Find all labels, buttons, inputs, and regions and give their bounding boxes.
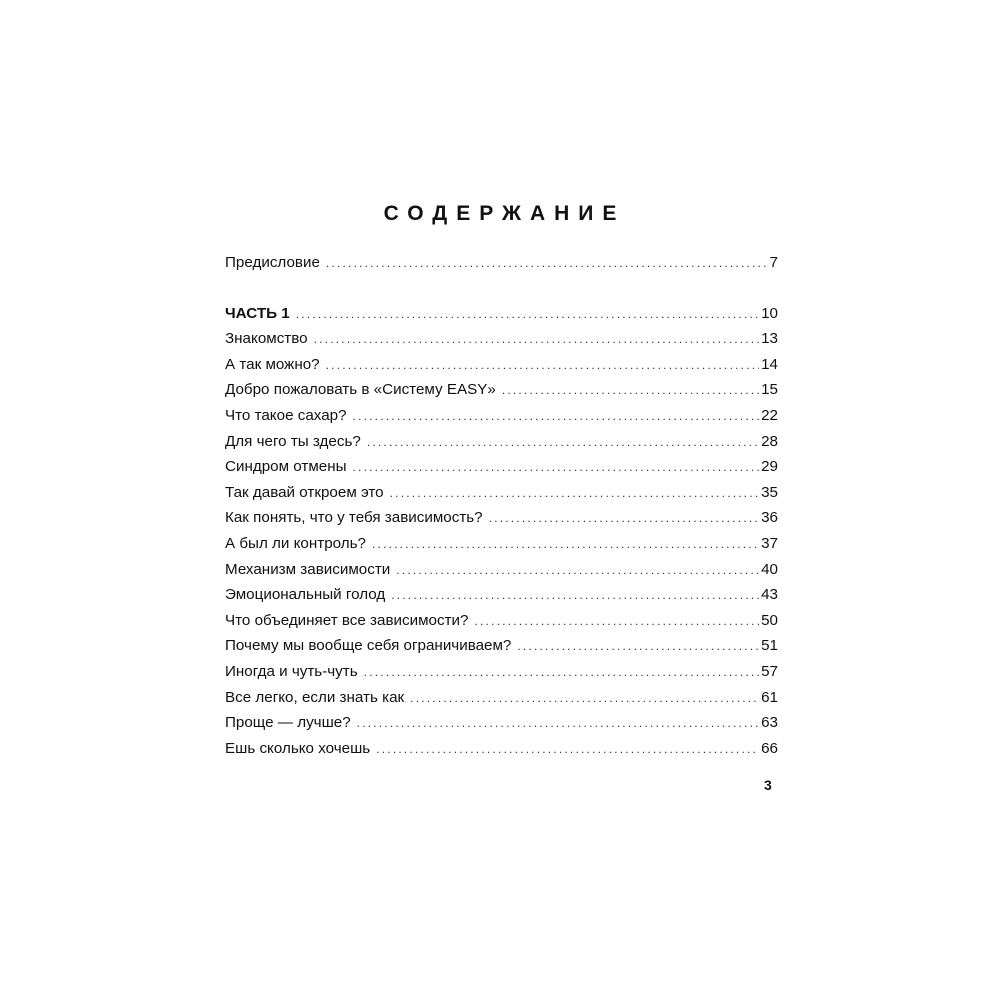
toc-entry[interactable] [225,326,778,352]
toc-entry[interactable] [225,352,778,378]
toc-entry-label: Как понять, что у тебя зависимость? [225,509,483,527]
dot-leader [353,455,760,481]
toc-entry-page: 13 [761,330,778,348]
dot-leader [517,634,759,660]
toc-entry-page: 57 [761,662,778,680]
dot-leader [391,583,759,609]
toc-entry-label: Ешь сколько хочешь [225,739,371,757]
dot-leader [502,378,759,404]
toc-entry-page: 50 [761,611,778,629]
toc-entry-page: 29 [761,458,778,476]
toc-entry-label: Добро пожаловать в «Систему EASY» [225,381,496,399]
toc-entry-label: А был ли контроль? [225,534,366,552]
dot-leader [326,251,768,277]
toc-entry[interactable] [225,429,778,455]
toc-entry-page: 35 [761,483,778,501]
dot-leader [357,711,759,737]
toc-entry-page: 63 [761,714,778,732]
toc-entry-label: Иногда и чуть-чуть [225,662,358,680]
dot-leader [474,609,759,635]
toc-entry-label: ЧАСТЬ 1 [225,304,290,322]
toc-entry-label: Все легко, если знать как [225,688,405,706]
toc-entry-label: Механизм зависимости [225,560,391,578]
toc-entry-page: 10 [761,304,778,322]
toc-entry[interactable] [225,685,778,711]
toc-entry[interactable] [225,736,778,762]
table-of-contents [225,250,778,761]
toc-entry-page: 66 [761,739,778,757]
toc-entry-label: Проще — лучше? [225,714,351,732]
toc-entry[interactable] [225,633,778,659]
toc-entry-page: 43 [761,586,778,604]
page-number: 3 [764,777,772,793]
toc-entry[interactable] [225,505,778,531]
toc-entry[interactable] [225,454,778,480]
toc-entry[interactable] [225,659,778,685]
page-title: СОДЕРЖАНИЕ [383,202,626,225]
dot-leader [367,430,759,456]
toc-entry-preface[interactable] [225,250,778,276]
toc-entry-label: Так давай откроем это [225,483,384,501]
toc-entry[interactable] [225,480,778,506]
toc-entry-page: 51 [761,637,778,655]
toc-entry-page: 7 [769,254,778,271]
toc-entry-label: Для чего ты здесь? [225,432,361,450]
toc-entry-label: Что такое сахар? [225,406,347,424]
dot-leader [296,302,759,328]
dot-leader [396,558,759,584]
toc-entry[interactable] [225,710,778,736]
dot-leader [390,481,759,507]
toc-entry-label: А так можно? [225,355,320,373]
toc-entry-label: Знакомство [225,330,308,348]
toc-entry[interactable] [225,582,778,608]
toc-entry-label: Эмоциональный голод [225,586,386,604]
dot-leader [376,737,759,763]
toc-entry[interactable] [225,557,778,583]
toc-entry-part-1[interactable] [225,301,778,327]
toc-entry[interactable] [225,608,778,634]
toc-entry-page: 14 [761,355,778,373]
toc-entry-page: 28 [761,432,778,450]
toc-entry[interactable] [225,377,778,403]
toc-entry-label: Предисловие [225,254,320,271]
dot-leader [410,686,759,712]
dot-leader [364,660,759,686]
toc-entry-page: 61 [761,688,778,706]
toc-entry-page: 40 [761,560,778,578]
toc-entry-label: Синдром отмены [225,458,347,476]
toc-entry-page: 22 [761,406,778,424]
dot-leader [353,404,760,430]
dot-leader [314,327,759,353]
dot-leader [326,353,759,379]
toc-entry-page: 37 [761,534,778,552]
dot-leader [489,506,759,532]
toc-entry-label: Почему мы вообще себя ограничиваем? [225,637,512,655]
toc-entry[interactable] [225,531,778,557]
dot-leader [372,532,759,558]
toc-entry-page: 36 [761,509,778,527]
toc-entry-page: 15 [761,381,778,399]
toc-entry-label: Что объединяет все зависимости? [225,611,469,629]
toc-entry[interactable] [225,403,778,429]
